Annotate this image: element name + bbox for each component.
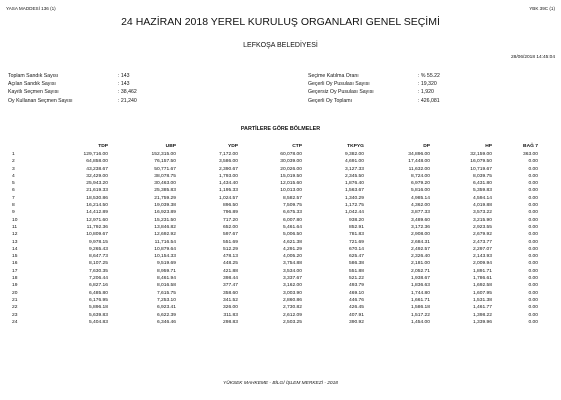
table-cell: 5,006.50 — [282, 232, 302, 238]
table-cell: 938.20 — [349, 217, 364, 223]
table-cell: 1,891.71 — [472, 268, 492, 274]
table-cell: 1,172.75 — [344, 203, 364, 209]
stat-label: Oy Kullanan Seçmen Sayısı — [8, 97, 73, 104]
table-cell: 3,586.00 — [218, 159, 238, 165]
column-header: TDP — [98, 144, 108, 149]
table-cell: 512.29 — [223, 246, 238, 252]
table-cell: 597.67 — [223, 232, 238, 238]
table-row — [6, 231, 538, 238]
table-cell: 426.45 — [349, 305, 364, 311]
table-row — [6, 224, 538, 231]
table-cell: 0.00 — [528, 239, 538, 245]
table-cell: 152,315.00 — [151, 152, 176, 157]
table-cell: 7,509.75 — [282, 203, 302, 209]
table-cell: 5,359.83 — [472, 188, 492, 194]
stat-label: Geçerli Oy Pusulası Sayısı — [308, 81, 370, 88]
table-cell: 2,181.00 — [410, 261, 430, 267]
table-cell: 6,622.39 — [156, 312, 176, 318]
table-cell: 0.00 — [528, 276, 538, 282]
row-number: 17 — [12, 268, 18, 274]
row-number: 23 — [12, 312, 18, 318]
table-cell: 3,489.60 — [410, 217, 430, 223]
stat-value: : 21,240 — [118, 97, 137, 104]
table-cell: 11,792.36 — [86, 224, 108, 230]
stat-value: : 143 — [118, 81, 130, 88]
table-cell: 493.79 — [349, 283, 364, 289]
stats-right — [308, 72, 458, 105]
table-cell: 1,531.38 — [472, 297, 492, 303]
table-cell: 0.00 — [528, 188, 538, 194]
table-cell: 19,039.38 — [154, 203, 176, 209]
column-header: DP — [423, 144, 430, 149]
table-row — [6, 217, 538, 224]
table-cell: 896.50 — [223, 203, 238, 209]
table-cell: 0.00 — [528, 210, 538, 216]
table-cell: 2,052.71 — [410, 268, 430, 274]
row-number: 13 — [12, 239, 18, 245]
table-cell: 6,827.16 — [88, 283, 108, 289]
stat-value: : 1,920 — [418, 89, 434, 96]
table-cell: 8,039.75 — [472, 173, 492, 179]
table-cell: 15,019.50 — [280, 173, 302, 179]
table-cell: 9,519.69 — [156, 261, 176, 267]
table-cell: 1,938.67 — [410, 276, 430, 282]
row-number: 24 — [12, 319, 18, 325]
column-header: UBP — [165, 144, 176, 149]
table-row — [6, 282, 538, 289]
table-cell: 0.00 — [528, 181, 538, 187]
table-row — [6, 180, 538, 187]
table-cell: 8,959.71 — [156, 268, 176, 274]
table-row — [6, 166, 538, 173]
stat-label: Toplam Sandık Sayısı — [8, 73, 59, 79]
table-cell: 1,786.61 — [472, 276, 492, 282]
table-cell: 390.92 — [349, 319, 364, 325]
table-cell: 0.00 — [528, 261, 538, 267]
table-cell: 421.88 — [223, 268, 238, 274]
table-cell: 6,485.80 — [88, 290, 108, 296]
table-cell: 3,337.67 — [282, 276, 302, 282]
row-number: 11 — [12, 224, 18, 230]
footer-text: YÜKSEK MAHKEME - BİLGİ İŞLEM MERKEZİ - 2018 — [223, 381, 338, 386]
row-number: 1 — [12, 152, 15, 157]
table-cell: 478.13 — [223, 254, 238, 260]
table-cell: 7,630.35 — [88, 268, 108, 274]
table-cell: 6,923.41 — [156, 305, 176, 311]
table-cell: 4,019.88 — [472, 203, 492, 209]
table-cell: 0.00 — [528, 305, 538, 311]
table-cell: 12,692.92 — [154, 232, 176, 238]
table-row — [6, 173, 538, 180]
table-cell: 1,024.57 — [218, 195, 238, 201]
table-cell: 6,979.20 — [410, 181, 430, 187]
row-number: 14 — [12, 246, 18, 252]
table-cell: 3,754.88 — [282, 261, 302, 267]
section-title: PARTİLERE GÖRE BÖLMELER — [240, 126, 321, 132]
table-row — [6, 290, 538, 297]
table-cell: 6,007.80 — [282, 217, 302, 223]
table-row — [6, 275, 538, 282]
table-cell: 0.00 — [528, 173, 538, 179]
table-cell: 2,923.55 — [472, 224, 492, 230]
table-cell: 1,793.00 — [218, 173, 238, 179]
table-cell: 2,612.09 — [282, 312, 302, 318]
table-cell: 8,107.25 — [88, 261, 108, 267]
table-cell: 0.00 — [528, 159, 538, 165]
table-cell: 34,896.00 — [408, 152, 430, 157]
table-cell: 377.47 — [223, 283, 238, 289]
table-cell: 11,716.54 — [154, 239, 176, 245]
row-number: 5 — [12, 181, 15, 187]
table-cell: 16,923.89 — [154, 210, 176, 216]
table-cell: 717.20 — [223, 217, 238, 223]
row-number: 9 — [12, 210, 15, 216]
table-cell: 30,463.00 — [154, 181, 176, 187]
table-cell: 2,492.57 — [410, 246, 430, 252]
table-cell: 586.38 — [349, 261, 364, 267]
table-cell: 781.83 — [349, 232, 364, 238]
stat-value: : 19,320 — [418, 81, 437, 88]
row-number: 16 — [12, 261, 18, 267]
table-row — [6, 253, 538, 260]
table-cell: 0.00 — [528, 319, 538, 325]
table-cell: 2,503.25 — [282, 319, 302, 325]
table-cell: 0.00 — [528, 195, 538, 201]
table-cell: 1,876.40 — [344, 181, 364, 187]
table-header-row — [6, 142, 538, 151]
row-number: 4 — [12, 173, 15, 179]
table-cell: 9,382.00 — [344, 152, 364, 157]
table-cell: 14,412.89 — [86, 210, 108, 216]
page-title: 24 HAZİRAN 2018 YEREL KURULUŞ ORGANLARI GENEL SEÇİMİ — [121, 16, 440, 28]
row-number: 15 — [12, 254, 18, 260]
table-cell: 5,896.18 — [88, 305, 108, 311]
table-cell: 3,003.90 — [282, 290, 302, 296]
table-cell: 1,454.00 — [410, 319, 430, 325]
table-row — [6, 187, 538, 194]
table-cell: 8,016.58 — [156, 283, 176, 289]
table-cell: 2,908.00 — [410, 232, 430, 238]
stat-row — [8, 88, 158, 96]
table-cell: 1,398.22 — [472, 312, 492, 318]
column-header: BAĞ 7 — [523, 144, 538, 149]
table-cell: 129,716.00 — [83, 152, 108, 157]
table-cell: 10,154.33 — [154, 254, 176, 260]
table-cell: 721.69 — [349, 239, 364, 245]
table-cell: 398.44 — [223, 276, 238, 282]
table-cell: 5,461.64 — [282, 224, 302, 230]
table-cell: 2,143.93 — [472, 254, 492, 260]
table-cell: 12,015.60 — [280, 181, 302, 187]
table-cell: 2,860.86 — [282, 297, 302, 303]
table-cell: 6,346.46 — [156, 319, 176, 325]
table-cell: 4,291.29 — [282, 246, 302, 252]
table-cell: 3,127.33 — [344, 166, 364, 172]
column-header: HP — [485, 144, 492, 149]
table-row — [6, 297, 538, 304]
table-cell: 0.00 — [528, 290, 538, 296]
table-cell: 3,215.90 — [472, 217, 492, 223]
table-cell: 3,172.36 — [410, 224, 430, 230]
table-cell: 3,162.00 — [282, 283, 302, 289]
table-cell: 0.00 — [528, 283, 538, 289]
table-cell: 363.00 — [523, 152, 538, 157]
table-cell: 0.00 — [528, 217, 538, 223]
table-cell: 1,042.44 — [344, 210, 364, 216]
table-cell: 0.00 — [528, 232, 538, 238]
row-number: 22 — [12, 305, 18, 311]
table-row — [6, 260, 538, 267]
row-number: 10 — [12, 217, 18, 223]
table-cell: 446.76 — [349, 297, 364, 303]
table-row — [6, 202, 538, 209]
row-number: 18 — [12, 276, 18, 282]
column-header: CTP — [292, 144, 302, 149]
municipality-name: LEFKOŞA BELEDİYESİ — [243, 42, 318, 49]
table-cell: 2,326.40 — [410, 254, 430, 260]
stat-label: Kayıtlı Seçmen Sayısı — [8, 89, 59, 96]
table-cell: 551.88 — [349, 268, 364, 274]
table-cell: 3,534.00 — [282, 268, 302, 274]
stat-value: : 143 — [118, 73, 130, 79]
row-number: 12 — [12, 232, 18, 238]
table-cell: 64,858.00 — [86, 159, 108, 165]
table-cell: 2,679.92 — [472, 232, 492, 238]
table-row — [6, 268, 538, 275]
table-row — [6, 319, 538, 326]
report-datetime: 28/06/2018 14:45:04 — [510, 55, 555, 60]
table-cell: 551.69 — [223, 239, 238, 245]
table-cell: 1,692.58 — [472, 283, 492, 289]
stat-row — [308, 88, 458, 96]
table-cell: 5,816.00 — [410, 188, 430, 194]
row-number: 6 — [12, 188, 15, 194]
table-cell: 326.00 — [223, 305, 238, 311]
table-cell: 25,943.20 — [86, 181, 108, 187]
table-cell: 0.00 — [528, 246, 538, 252]
table-cell: 341.52 — [223, 297, 238, 303]
table-cell: 407.91 — [349, 312, 364, 318]
table-cell: 21,759.29 — [154, 195, 176, 201]
table-cell: 1,563.67 — [344, 188, 364, 194]
table-cell: 12,971.60 — [86, 217, 108, 223]
table-cell: 76,157.50 — [154, 159, 176, 165]
table-cell: 6,176.95 — [88, 297, 108, 303]
table-cell: 8,724.00 — [410, 173, 430, 179]
table-cell: 652.00 — [223, 224, 238, 230]
table-cell: 50,771.67 — [154, 166, 176, 172]
table-cell: 8,647.73 — [88, 254, 108, 260]
table-row — [6, 304, 538, 311]
row-number: 19 — [12, 283, 18, 289]
table-cell: 0.00 — [528, 297, 538, 303]
row-number: 2 — [12, 159, 15, 165]
table-cell: 0.00 — [528, 203, 538, 209]
table-cell: 852.91 — [349, 224, 364, 230]
table-cell: 30,039.00 — [280, 159, 302, 165]
table-cell: 1,517.22 — [410, 312, 430, 318]
table-cell: 448.25 — [223, 261, 238, 267]
column-header: YDP — [227, 144, 238, 149]
table-cell: 18,530.86 — [86, 195, 108, 201]
table-cell: 1,340.29 — [344, 195, 364, 201]
table-cell: 15,231.50 — [154, 217, 176, 223]
table-cell: 10,879.64 — [154, 246, 176, 252]
table-cell: 1,661.71 — [410, 297, 430, 303]
stat-value: : 38,462 — [118, 89, 137, 96]
table-cell: 32,429.00 — [86, 173, 108, 179]
table-cell: 4,005.20 — [282, 254, 302, 260]
table-cell: 1,586.18 — [410, 305, 430, 311]
stat-label: Geçersiz Oy Pusulası Sayısı — [308, 89, 374, 96]
table-cell: 9,978.15 — [88, 239, 108, 245]
table-cell: 796.89 — [223, 210, 238, 216]
table-cell: 2,009.94 — [472, 261, 492, 267]
table-cell: 5,404.83 — [88, 319, 108, 325]
table-cell: 469.10 — [349, 290, 364, 296]
table-cell: 4,362.00 — [410, 203, 430, 209]
table-cell: 1,195.33 — [218, 188, 238, 194]
table-row — [6, 158, 538, 165]
table-cell: 0.00 — [528, 254, 538, 260]
table-row — [6, 195, 538, 202]
table-row — [6, 246, 538, 253]
table-cell: 10,719.67 — [470, 166, 492, 172]
table-cell: 670.14 — [349, 246, 364, 252]
table-cell: 10,013.00 — [280, 188, 302, 194]
table-cell: 4,594.14 — [472, 195, 492, 201]
table-cell: 43,238.67 — [86, 166, 108, 172]
table-row — [6, 151, 538, 158]
stat-row — [8, 97, 158, 105]
stat-label: Seçime Katılma Oranı — [308, 73, 359, 79]
table-cell: 1,461.77 — [472, 305, 492, 311]
table-cell: 32,159.00 — [470, 152, 492, 157]
table-cell: 6,431.80 — [472, 181, 492, 187]
row-number: 20 — [12, 290, 18, 296]
table-cell: 7,253.10 — [156, 297, 176, 303]
table-cell: 7,615.75 — [156, 290, 176, 296]
table-cell: 4,621.38 — [282, 239, 302, 245]
table-cell: 11,632.00 — [408, 166, 430, 172]
table-row — [6, 239, 538, 246]
table-cell: 2,473.77 — [472, 239, 492, 245]
stat-row — [8, 72, 158, 80]
table-cell: 5,639.83 — [88, 312, 108, 318]
table-cell: 2,390.67 — [218, 166, 238, 172]
table-cell: 625.47 — [349, 254, 364, 260]
table-cell: 38,078.75 — [154, 173, 176, 179]
table-cell: 20,026.00 — [280, 166, 302, 172]
stat-row — [308, 97, 458, 105]
table-cell: 6,675.33 — [282, 210, 302, 216]
row-number: 3 — [12, 166, 15, 172]
row-number: 8 — [12, 203, 15, 209]
table-cell: 3,573.22 — [472, 210, 492, 216]
form-reference: YBK 39C (1) — [529, 6, 555, 11]
table-cell: 3,877.33 — [410, 210, 430, 216]
table-cell: 0.00 — [528, 268, 538, 274]
table-cell: 13,846.82 — [154, 224, 176, 230]
column-header: TKPYG — [347, 144, 364, 149]
table-cell: 4,985.14 — [410, 195, 430, 201]
stat-label: Açılan Sandık Sayısı — [8, 81, 56, 88]
column-header — [6, 142, 36, 151]
table-cell: 521.22 — [349, 276, 364, 282]
table-cell: 1,434.40 — [218, 181, 238, 187]
table-cell: 25,385.83 — [154, 188, 176, 194]
stat-value: : % 55.22 — [418, 73, 440, 79]
table-cell: 8,461.94 — [156, 276, 176, 282]
table-cell: 9,265.43 — [88, 246, 108, 252]
table-cell: 0.00 — [528, 312, 538, 318]
stat-row — [308, 72, 458, 80]
table-cell: 17,448.00 — [408, 159, 430, 165]
table-row — [6, 312, 538, 319]
table-cell: 7,206.44 — [88, 276, 108, 282]
table-cell: 60,078.00 — [280, 152, 302, 157]
table-row — [6, 209, 538, 216]
stat-value: : 426,081 — [418, 97, 440, 104]
table-cell: 1,607.95 — [472, 290, 492, 296]
table-cell: 7,172.00 — [218, 152, 238, 157]
row-number: 21 — [12, 297, 18, 303]
stat-label: Geçerli Oy Toplamı — [308, 97, 353, 104]
table-cell: 4,691.00 — [344, 159, 364, 165]
table-cell: 0.00 — [528, 166, 538, 172]
table-cell: 311.83 — [223, 312, 238, 318]
stat-row — [8, 80, 158, 88]
table-cell: 10,809.67 — [86, 232, 108, 238]
table-cell: 1,836.63 — [410, 283, 430, 289]
table-cell: 298.83 — [223, 319, 238, 325]
table-cell: 8,582.57 — [282, 195, 302, 201]
table-cell: 2,684.31 — [410, 239, 430, 245]
table-cell: 2,297.07 — [472, 246, 492, 252]
stats-left — [8, 72, 158, 105]
table-cell: 21,619.33 — [86, 188, 108, 194]
table-cell: 16,079.50 — [470, 159, 492, 165]
results-table — [6, 142, 538, 326]
law-reference: YASA MADDESİ 136 (1) — [6, 6, 56, 11]
table-cell: 358.60 — [223, 290, 238, 296]
table-cell: 1,339.96 — [472, 319, 492, 325]
row-number: 7 — [12, 195, 15, 201]
table-cell: 1,744.80 — [410, 290, 430, 296]
table-cell: 0.00 — [528, 224, 538, 230]
table-cell: 2,345.50 — [344, 173, 364, 179]
stat-row — [308, 80, 458, 88]
table-cell: 2,730.82 — [282, 305, 302, 311]
table-cell: 16,214.50 — [86, 203, 108, 209]
